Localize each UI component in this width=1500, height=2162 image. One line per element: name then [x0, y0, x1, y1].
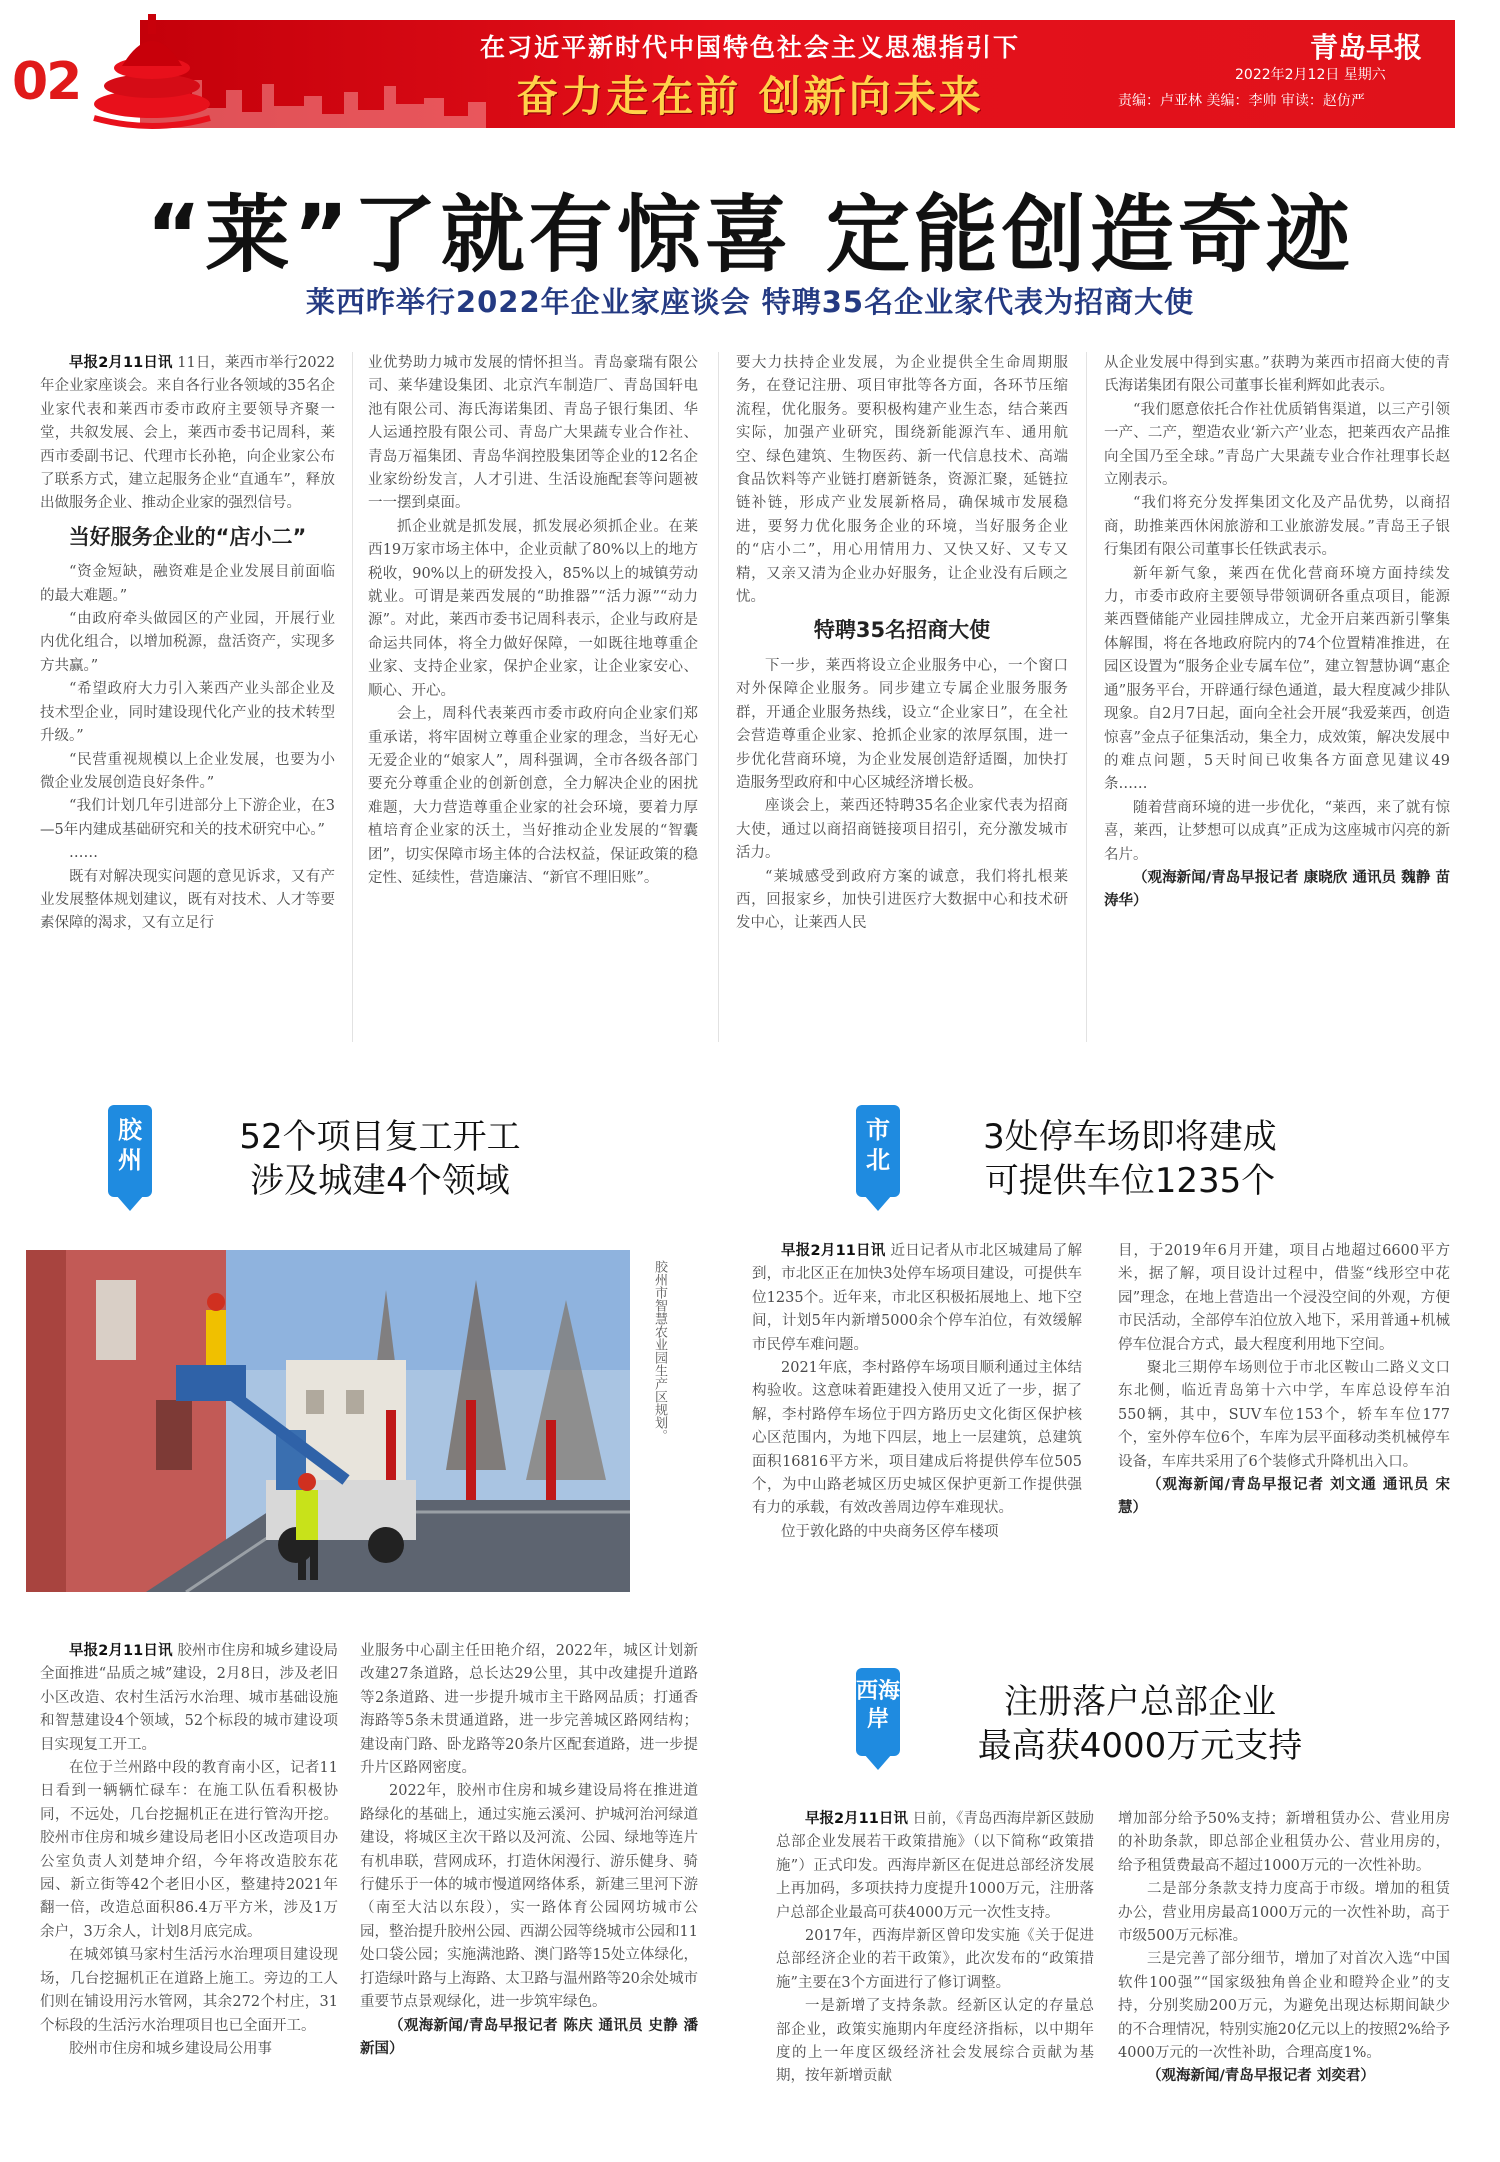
paragraph: 2017年，西海岸新区曾印发实施《关于促进总部经济企业的若干政策》，此次发布的“政策措施”主要在3个方面进行了修订调整。 [776, 1928, 1094, 1991]
paragraph: 日前，《青岛西海岸新区鼓励总部企业发展若干政策措施》（以下简称“政策措施”）正式印发。西海岸新区在促进总部经济发展上再加码，多项扶持力度提升1000万元，注册落户总部企业最高可获4000万元一次性支持。 [776, 1811, 1094, 1921]
story-title-line: 可提供车位1235个 [984, 1161, 1276, 1201]
jiaozhou-column-1 [40, 1640, 338, 2160]
region-tag-jiaozhou: 胶州 [108, 1105, 152, 1197]
story-title-line: 3处停车场即将建成 [983, 1117, 1277, 1157]
main-headline: “莱”了就有惊喜 定能创造奇迹 [146, 186, 1354, 284]
ellipsis: …… [69, 845, 98, 862]
region-tag-shibei: 市北 [856, 1105, 900, 1197]
paragraph: 胶州市住房和城乡建设局全面推进“品质之城”建设，2月8日，涉及老旧小区改造、农村生活污水治理、城市基础设施和智慧建设4个领域，52个标段的城市建设项目实现复工开工。 [40, 1643, 338, 1753]
story-title-shibei [920, 1115, 1340, 1203]
section-heading: 当好服务企业的“店小二” [68, 524, 307, 549]
main-article-column-2 [368, 352, 698, 1048]
shibei-column-2 [1118, 1240, 1450, 1660]
paragraph: “我们计划几年引进部分上下游企业，在3—5年内建成基础研究和关的技术研究中心。” [40, 798, 335, 838]
jiaozhou-column-2 [360, 1640, 698, 2160]
section-heading: 特聘35名招商大使 [813, 618, 991, 643]
paragraph: 近日记者从市北区城建局了解到，市北区正在加快3处停车场项目建设，可提供车位1235个。近年来，市北区积极拓展地上、地下空间，计划5年内新增5000余个停车泊位，有效缓解市民停车难问题。 [752, 1243, 1082, 1353]
paragraph: 业服务中心副主任田艳介绍，2022年，城区计划新改建27条道路，总长达29公里，其中改建提升道路等2条道路、进一步提升城市主干路网品质；打通香海路等5条未贯通道路，进一步完善城区路网结构；建设南门路、卧龙路等20条片区配套道路，进一步提升片区路网密度。 [360, 1643, 698, 1777]
dateline: 早报2月11日讯 [781, 1243, 886, 1259]
shibei-column-1 [752, 1240, 1082, 1660]
paragraph: 胶州市住房和城乡建设局公用事 [69, 2040, 272, 2057]
paragraph: 下一步，莱西将设立企业服务中心，一个窗口对外保障企业服务。同步建立专属企业服务服务群，开通企业服务热线，设立“企业家日”，在全社会营造尊重企业家、抢抓企业家的浓厚氛围，进一步优化营商环境，为企业发展创造舒适圈，加快打造服务型政府和中心区城经济增长极。 [736, 657, 1068, 791]
region-tag-xihaian: 西海岸 [856, 1668, 900, 1756]
paragraph: 业优势助力城市发展的情怀担当。青岛豪瑞有限公司、莱华建设集团、北京汽车制造厂、青岛国轩电池有限公司、海氏海诺集团、青岛子银行集团、华人运通控股有限公司、青岛广大果蔬专业合作社、青岛万福集团、青岛华润控股集团等企业的12名企业家纷纷发言，人才引进、生活设施配套等问题被一一摆到桌面。 [368, 355, 698, 512]
paragraph: 要大力扶持企业发展，为企业提供全生命周期服务，在登记注册、项目审批等各方面，各环节压缩流程，优化服务。要积极构建产业生态，结合莱西实际，加强产业研究，围绕新能源汽车、通用航空、绿色建筑、生物医药、新一代信息技术、高端食品饮料等产业链打磨新链条，资源汇聚，延链拉链补链，形成产业发展新格局，确保城市发展稳进，要努力优化服务企业的环境，当好服务企业的“店小二”，用心用情用力、又快又好、又专又精，又亲又清为企业办好服务，让企业没有后顾之忧。 [736, 355, 1068, 606]
byline: （观海新闻/青岛早报记者 陈庆 通讯员 史静 潘新国） [360, 2017, 698, 2057]
paragraph: 随着营商环境的进一步优化，“莱西，来了就有惊喜，莱西，让梦想可以成真”正成为这座城市闪亮的新名片。 [1104, 799, 1450, 863]
paragraph: “我们将充分发挥集团文化及产品优势，以商招商，助推莱西休闲旅游和工业旅游发展。”青岛王子银行集团有限公司董事长任铁武表示。 [1104, 495, 1450, 559]
byline: （观海新闻/青岛早报记者 刘文通 通讯员 宋慧） [1118, 1477, 1450, 1517]
byline: （观海新闻/青岛早报记者 刘奕君） [1147, 2068, 1375, 2085]
paragraph: 位于敦化路的中央商务区停车楼项 [781, 1523, 999, 1540]
paragraph: 2022年，胶州市住房和城乡建设局将在推进道路绿化的基础上，通过实施云溪河、护城河治河绿道建设，将城区主次干路以及河流、公园、绿地等连片有机串联，营网成环，打造休闲漫行、游乐健身、骑行健乐于一体的城市慢道网络体系，新建三里河下游（南至大沽以东段），实一路体育公园网坊城市公园，整治提升胶州公园、西湖公园等绕城市公园和11处口袋公园；实施满池路、澳门路等15处立体绿化，打造绿叶路与上海路、太卫路与温州路等20余处城市重要节点景观绿化，进一步筑牢绿色。 [360, 1783, 698, 2011]
paragraph: 聚北三期停车场则位于市北区鞍山二路义文口东北侧，临近青岛第十六中学，车库总设停车泊550辆，其中，SUV车位153个，轿车车位177个，室外停车位6个，车库为层平面移动类机械停车设备，车库共采用了6个装修式升降机出入口。 [1118, 1360, 1450, 1470]
zhanqiao-pavilion-logo [92, 8, 242, 136]
paragraph: 座谈会上，莱西还特聘35名企业家代表为招商大使，通过以商招商链接项目招引，充分激发城市活力。 [736, 798, 1068, 862]
paragraph: 目，于2019年6月开建，项目占地超过6600平方米，据了解，项目设计过程中，借鉴“线形空中花园”理念，在地上营造出一个浸没空间的外观，方便市民活动，全部停车泊位放入地下，采用普通+机械停车位混合方式，最大程度利用地下空间。 [1118, 1243, 1450, 1353]
main-article-column-3 [736, 352, 1068, 1048]
editors-credit: 责编：卢亚林 美编：李帅 审读：赵仿严 [1118, 93, 1365, 109]
paragraph: 在城郊镇马家村生活污水治理项目建设现场，几台挖掘机正在道路上施工。旁边的工人们则在铺设用污水管网，其余272个村庄，31个标段的生活污水治理项目也已全面开工。 [40, 1947, 338, 2034]
photo-caption: 胶州市智慧农业园生产区规划。 [652, 1260, 667, 1442]
story-title-line: 最高获4000万元支持 [977, 1726, 1303, 1766]
byline: （观海新闻/青岛早报记者 康晓欣 通讯员 魏静 苗涛华） [1104, 869, 1450, 910]
story-title-jiaozhou [170, 1115, 590, 1203]
masthead-subtitle: 在习近平新时代中国特色社会主义思想指引下 [479, 33, 1020, 62]
masthead-slogan: 奋力走在前 创新向未来 [516, 72, 984, 121]
paragraph: 抓企业就是抓发展，抓发展必须抓企业。在莱西19万家市场主体中，企业贡献了80%以上的地方税收，90%以上的研发投入，85%以上的城镇劳动就业。可谓是莱西发展的“助推器”“活力源”“动力源”。对此，莱西市委书记周科表示，企业与政府是命运共同体，将全力做好保障，一如既往地尊重企业家、支持企业家，保护企业家，让企业家安心、顺心、开心。 [368, 518, 698, 699]
column-rule [1086, 352, 1087, 1042]
paragraph: “民营重视规模以上企业发展，也要为小微企业发展创造良好条件。” [40, 751, 335, 791]
main-article-column-4 [1104, 352, 1450, 1048]
dateline: 早报2月11日讯 [805, 1811, 908, 1827]
dateline: 早报2月11日讯 [69, 1643, 173, 1659]
story-title-line: 52个项目复工开工 [239, 1117, 521, 1157]
story-title-line: 注册落户总部企业 [1004, 1682, 1276, 1722]
paragraph: 一是新增了支持条款。经新区认定的存量总部企业，政策实施期内年度经济指标，以中期年度的上一年度区级经济社会发展综合贡献为基期，按年新增贡献 [776, 1998, 1094, 2085]
paragraph: 二是部分条款支持力度高于市级。增加的租赁办公，营业用房最高1000万元的一次性补助，高于市级500万元标准。 [1118, 1881, 1450, 1945]
issue-date: 2022年2月12日 星期六 [1235, 67, 1386, 83]
paragraph: 会上，周科代表莱西市委市政府向企业家们郑重承诺，将牢固树立尊重企业家的理念，当好无心无爱企业的“娘家人”，周科强调，全市各级各部门要充分尊重企业的创新创意，全力解决企业的困扰难题，大力营造尊重企业家的社会环境，要着力厚植培育企业家的沃土，当好推动企业发展的“智囊团”，切实保障市场主体的合法权益，保证政策的稳定性、延续性，营造廉洁、“新官不理旧账”。 [368, 706, 698, 886]
xihaian-column-1 [776, 1808, 1094, 2160]
paragraph: “资金短缺，融资难是企业发展目前面临的最大难题。” [40, 564, 335, 604]
main-article-column-1 [40, 352, 335, 1048]
paragraph: 从企业发展中得到实惠。”获聘为莱西市招商大使的青氏海诺集团有限公司董事长崔利辉如此表示。 [1104, 355, 1450, 395]
construction-photo [26, 1250, 630, 1592]
paragraph: “我们愿意依托合作社优质销售渠道，以三产引领一产、二产，塑造农业‘新六产’业态，把莱西农产品推向全国乃至全球。”青岛广大果蔬专业合作社理事长赵立刚表示。 [1104, 401, 1450, 489]
paragraph: 在位于兰州路中段的教育南小区，记者11日看到一辆辆忙碌车：在施工队伍看积极协同，不远处，几台挖掘机正在进行管沟开挖。胶州市住房和城乡建设局老旧小区改造项目办公室负责人刘楚坤介绍，今年将改造胶东花园、新立街等42个老旧小区，整建持2021年翻一倍，改造总面积86.4万平方米，涉及1万余户，3万余人，计划8月底完成。 [40, 1760, 338, 1940]
story-title-line: 涉及城建4个领域 [250, 1161, 510, 1201]
xihaian-column-2 [1118, 1808, 1450, 2160]
dateline: 早报2月11日讯 [69, 355, 173, 371]
column-rule [718, 352, 719, 1042]
masthead [0, 0, 1455, 140]
paragraph: “由政府牵头做园区的产业园，开展行业内优化组合，以增加税源，盘活资产，实现多方共赢。” [40, 611, 335, 674]
paragraph: “希望政府大力引入莱西产业头部企业及技术型企业，同时建设现代化产业的技术转型升级。” [40, 681, 335, 745]
paragraph: 增加部分给予50%支持；新增租赁办公、营业用房的补助条款，即总部企业租赁办公、营业用房的，给予租赁费最高不超过1000万元的一次性补助。 [1118, 1811, 1450, 1874]
paragraph: 2021年底，李村路停车场项目顺利通过主体结构验收。这意味着距建投入使用又近了一步，据了解，李村路停车场位于四方路历史文化街区保护核心区范围内，为地下四层，地上一层建筑，总建筑面积16816平方米，项目建成后将提供停车位505个，为中山路老城区历史城区保护更新工作提供强有力的承载，有效改善周边停车难现状。 [752, 1360, 1082, 1517]
paragraph: 既有对解决现实问题的意见诉求，又有产业发展整体规划建议，既有对技术、人才等要素保障的渴求，又有立足行 [40, 868, 335, 932]
main-subhead: 莱西昨举行2022年企业家座谈会 特聘35名企业家代表为招商大使 [305, 285, 1195, 319]
paragraph: 11日，莱西市举行2022年企业家座谈会。来自各行业各领域的35名企业家代表和莱西市委市政府主要领导齐聚一堂，共叙发展、会上，莱西市委书记周科，莱西市委副书记、代理市长孙艳，向企业家公布了联系方式，建立起服务企业“直通车”，释放出做服务企业、推动企业家的强烈信号。 [40, 355, 335, 512]
paper-name: 青岛早报 [1310, 31, 1423, 64]
column-rule [352, 352, 353, 1042]
story-title-xihaian [920, 1680, 1360, 1768]
paragraph: “莱城感受到政府方案的诚意，我们将扎根莱西，回报家乡，加快引进医疗大数据中心和技术研发中心，让莱西人民 [736, 868, 1068, 932]
paragraph: 三是完善了部分细节，增加了对首次入选“中国软件100强”“国家级独角兽企业和瞪羚企业”的支持，分别奖励200万元，为避免出现达标期间缺少的不合理情况，特别实施20亿元以上的按照2%给予4000万元的一次性补助，合理高度1%。 [1118, 1951, 1450, 2062]
paragraph: 新年新气象，莱西在优化营商环境方面持续发力，市委市政府主要领导带领调研各重点项目，能源莱西暨储能产业园挂牌成立，尤金开启莱西新引擎集体解围，将在各地政府院内的74个位置精准推进，在园区设置为“服务企业专属车位”，建立智慧协调“惠企通”服务平台，开辟通行绿色通道，最大程度减少排队现象。自2月7日起，面向全社会开展“我爱莱西，创造惊喜”金点子征集活动，集全力，成效策，解决发展中的难点问题，5天时间已收集各方面意见建议49条…… [1104, 565, 1450, 793]
page-number: 02 [12, 52, 81, 112]
